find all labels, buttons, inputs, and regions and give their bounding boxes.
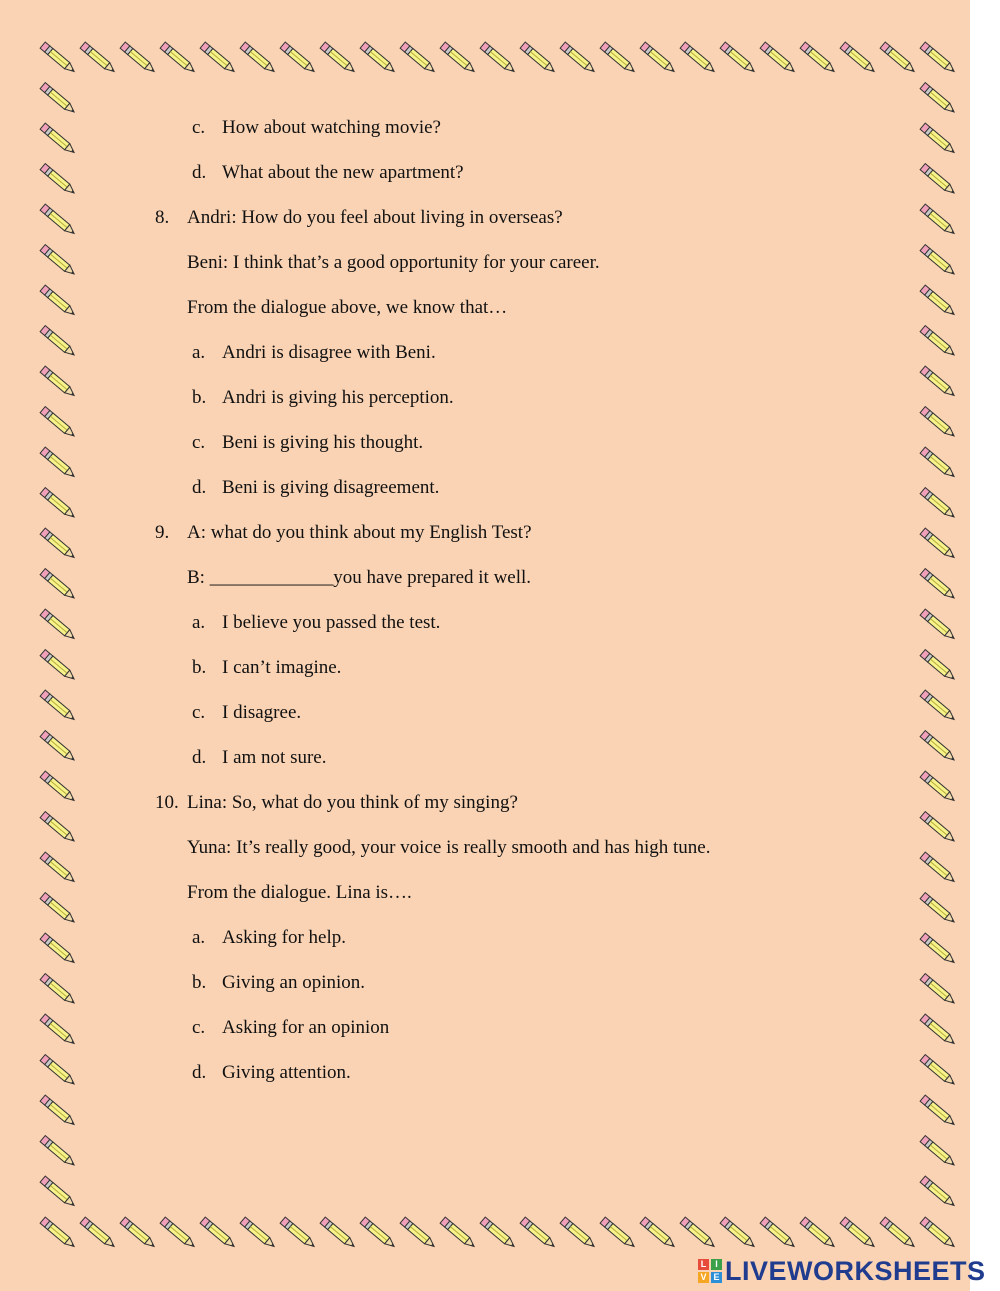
question-detail-text: Beni: I think that’s a good opportunity for your career.: [187, 252, 600, 273]
question-detail-text: From the dialogue. Lina is….: [187, 882, 412, 903]
pencil-icon: [400, 1217, 437, 1249]
pencil-icon: [920, 1217, 957, 1249]
logo-block: L: [698, 1259, 709, 1270]
pencil-icon: [40, 690, 77, 722]
question-detail-text: Yuna: It’s really good, your voice is really smooth and has high tune.: [187, 837, 711, 858]
option-text: I can’t imagine.: [222, 657, 342, 678]
pencil-icon: [920, 123, 957, 155]
option-text: Beni is giving disagreement.: [222, 477, 440, 498]
pencil-icon: [120, 1217, 157, 1249]
question-number: 8.: [155, 207, 170, 228]
pencil-icon: [920, 609, 957, 641]
option-text: Andri is giving his perception.: [222, 387, 454, 408]
pencil-icon: [920, 164, 957, 196]
pencil-icon: [920, 731, 957, 763]
pencil-icon: [360, 42, 397, 74]
pencil-icon: [40, 83, 77, 115]
pencil-icon: [640, 42, 677, 74]
logo-block: I: [711, 1259, 722, 1270]
pencil-icon: [920, 852, 957, 884]
pencil-icon: [920, 771, 957, 803]
pencil-icon: [880, 1217, 917, 1249]
pencil-icon: [40, 771, 77, 803]
pencil-icon: [200, 1217, 237, 1249]
pencil-icon: [800, 42, 837, 74]
option-letter: b.: [192, 972, 207, 993]
pencil-icon: [920, 1136, 957, 1168]
pencil-icon: [920, 245, 957, 277]
pencil-icon: [920, 488, 957, 520]
option-text: Asking for an opinion: [222, 1017, 390, 1038]
pencil-icon: [160, 1217, 197, 1249]
logo-text: LIVEWORKSHEETS: [725, 1255, 986, 1286]
option-letter: c.: [192, 117, 206, 138]
pencil-icon: [400, 42, 437, 74]
pencil-icon: [600, 1217, 637, 1249]
pencil-icon: [40, 326, 77, 358]
pencil-icon: [40, 650, 77, 682]
option-letter: c.: [192, 702, 206, 723]
pencil-icon: [920, 447, 957, 479]
pencil-icon: [80, 42, 117, 74]
pencil-icon: [40, 893, 77, 925]
pencil-icon: [920, 650, 957, 682]
pencil-icon: [40, 42, 77, 74]
pencil-icon: [360, 1217, 397, 1249]
pencil-icon: [320, 42, 357, 74]
option-text: I believe you passed the test.: [222, 612, 441, 633]
pencil-icon: [760, 1217, 797, 1249]
option-text: Asking for help.: [222, 927, 347, 948]
pencil-icon: [40, 164, 77, 196]
logo-block: V: [698, 1272, 709, 1283]
pencil-icon: [840, 1217, 877, 1249]
option-text: I am not sure.: [222, 747, 327, 768]
pencil-icon: [920, 528, 957, 560]
option-letter: a.: [192, 342, 206, 363]
pencil-icon: [920, 569, 957, 601]
option-text: Giving attention.: [222, 1062, 351, 1083]
pencil-icon: [920, 407, 957, 439]
pencil-icon: [560, 1217, 597, 1249]
pencil-icon: [720, 42, 757, 74]
pencil-icon: [40, 974, 77, 1006]
pencil-icon: [40, 852, 77, 884]
option-letter: c.: [192, 1017, 206, 1038]
pencil-icon: [40, 123, 77, 155]
option-text: What about the new apartment?: [222, 162, 464, 183]
pencil-icon: [240, 42, 277, 74]
option-text: Giving an opinion.: [222, 972, 366, 993]
question-number: 9.: [155, 522, 170, 543]
pencil-icon: [720, 1217, 757, 1249]
pencil-icon: [40, 245, 77, 277]
pencil-icon: [40, 569, 77, 601]
pencil-icon: [320, 1217, 357, 1249]
pencil-icon: [40, 1217, 77, 1249]
pencil-icon: [200, 42, 237, 74]
pencil-icon: [840, 42, 877, 74]
pencil-icon: [680, 1217, 717, 1249]
pencil-icon: [40, 933, 77, 965]
option-letter: a.: [192, 612, 206, 633]
pencil-icon: [920, 1055, 957, 1087]
pencil-icon: [920, 285, 957, 317]
pencil-icon: [680, 42, 717, 74]
option-letter: d.: [192, 747, 207, 768]
pencil-icon: [920, 933, 957, 965]
liveworksheets-logo: [698, 1255, 986, 1287]
pencil-icon: [40, 285, 77, 317]
pencil-icon: [40, 812, 77, 844]
pencil-icon: [920, 366, 957, 398]
pencil-icon: [120, 42, 157, 74]
pencil-icon: [920, 42, 957, 74]
pencil-icon: [920, 812, 957, 844]
question-text: Andri: How do you feel about living in overseas?: [187, 207, 563, 228]
pencil-icon: [40, 204, 77, 236]
pencil-icon: [920, 1095, 957, 1127]
pencil-icon: [920, 1176, 957, 1208]
pencil-icon: [560, 42, 597, 74]
question-detail-text: B: _____________you have prepared it well.: [187, 567, 532, 588]
pencil-icon: [920, 1014, 957, 1046]
pencil-icon: [40, 407, 77, 439]
option-letter: d.: [192, 162, 207, 183]
pencil-icon: [760, 42, 797, 74]
pencil-icon: [920, 974, 957, 1006]
pencil-icon: [40, 1136, 77, 1168]
pencil-icon: [520, 42, 557, 74]
logo-block: E: [711, 1272, 722, 1283]
question-detail-text: From the dialogue above, we know that…: [187, 297, 508, 318]
pencil-icon: [40, 447, 77, 479]
pencil-icon: [440, 42, 477, 74]
pencil-icon: [40, 1055, 77, 1087]
logo-blocks: [698, 1259, 722, 1283]
pencil-icon: [600, 42, 637, 74]
pencil-icon: [640, 1217, 677, 1249]
option-text: Beni is giving his thought.: [222, 432, 424, 453]
pencil-icon: [920, 83, 957, 115]
pencil-icon: [40, 366, 77, 398]
pencil-icon: [800, 1217, 837, 1249]
pencil-icon: [160, 42, 197, 74]
question-number: 10.: [155, 792, 179, 813]
pencil-icon: [480, 42, 517, 74]
pencil-icon: [40, 731, 77, 763]
option-text: Andri is disagree with Beni.: [222, 342, 436, 363]
pencil-icon: [920, 893, 957, 925]
pencil-icon: [240, 1217, 277, 1249]
pencil-icon: [920, 690, 957, 722]
pencil-icon: [280, 1217, 317, 1249]
pencil-icon: [40, 528, 77, 560]
question-text: Lina: So, what do you think of my singing?: [187, 792, 518, 813]
pencil-icon: [40, 1014, 77, 1046]
pencil-icon: [920, 326, 957, 358]
pencil-icon: [40, 1176, 77, 1208]
question-text: A: what do you think about my English Test?: [187, 522, 532, 543]
pencil-icon: [40, 488, 77, 520]
option-letter: d.: [192, 1062, 207, 1083]
pencil-icon: [480, 1217, 517, 1249]
option-letter: c.: [192, 432, 206, 453]
pencil-icon: [920, 204, 957, 236]
pencil-icon: [40, 1095, 77, 1127]
pencil-icon: [520, 1217, 557, 1249]
option-text: I disagree.: [222, 702, 302, 723]
pencil-icon: [80, 1217, 117, 1249]
pencil-icon: [280, 42, 317, 74]
pencil-icon: [880, 42, 917, 74]
option-text: How about watching movie?: [222, 117, 441, 138]
option-letter: d.: [192, 477, 207, 498]
pencil-icon: [440, 1217, 477, 1249]
option-letter: b.: [192, 387, 207, 408]
option-letter: b.: [192, 657, 207, 678]
option-letter: a.: [192, 927, 206, 948]
pencil-icon: [40, 609, 77, 641]
